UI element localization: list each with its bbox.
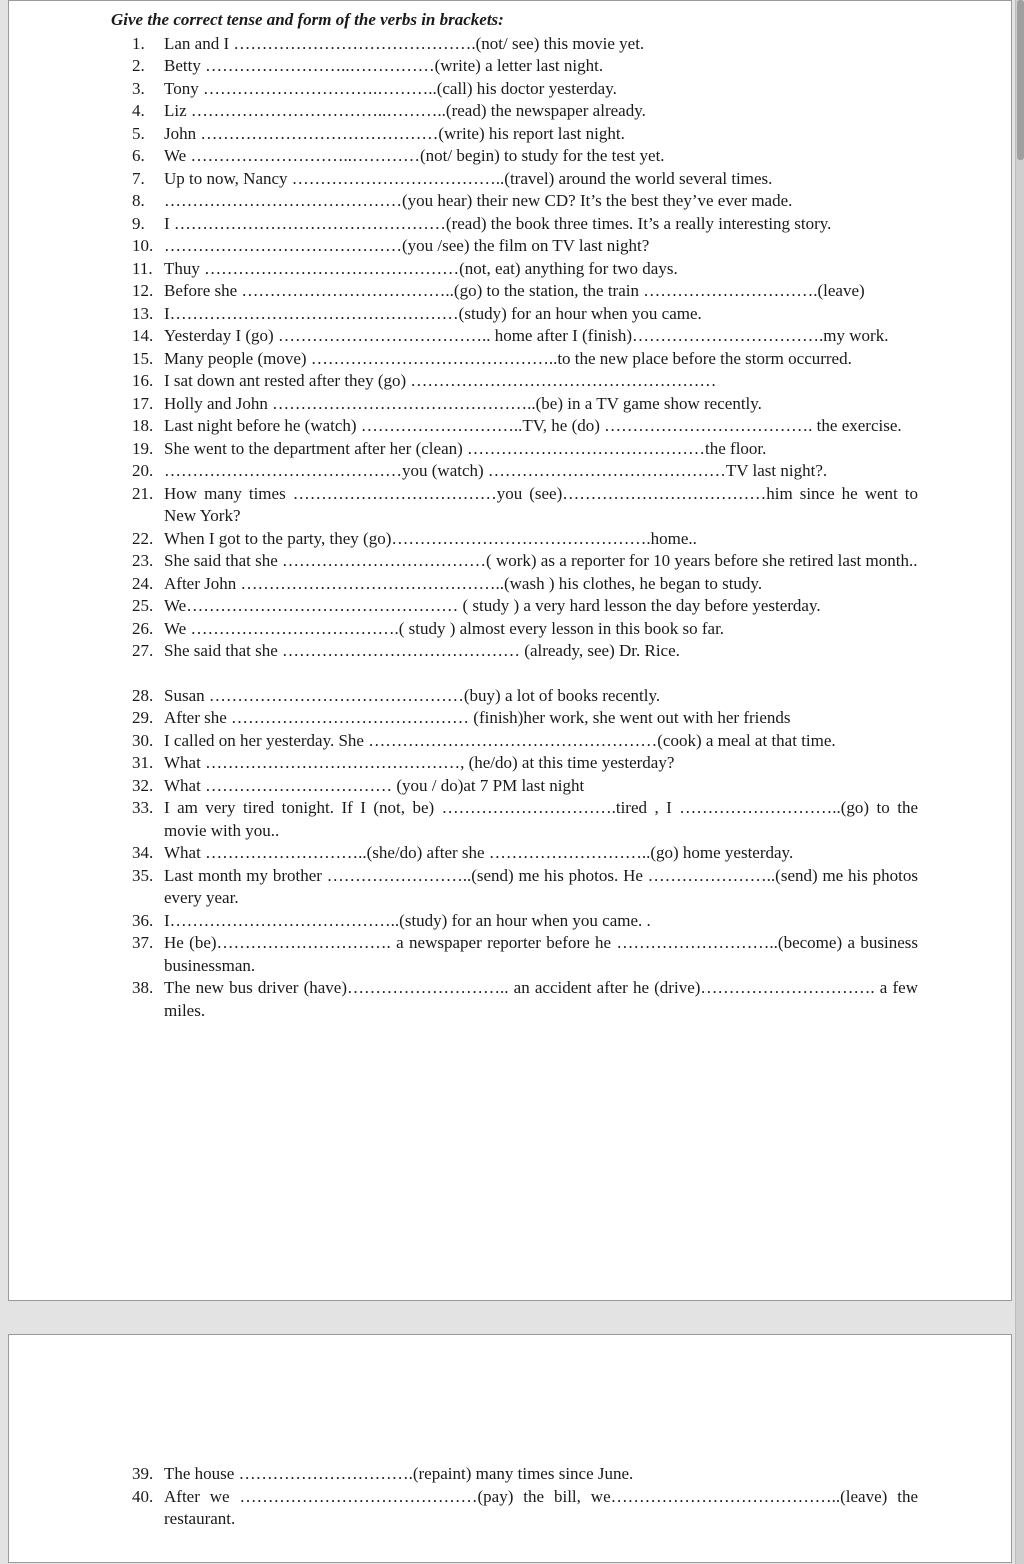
document-page-1 [8, 0, 1012, 1301]
exercise-item-12 [132, 280, 918, 303]
exercise-item-14 [132, 325, 918, 348]
item-text: I called on her yesterday. She ……………………………………………(cook) a meal at that time. [164, 730, 836, 750]
item-number: 28. [132, 685, 154, 705]
exercise-item-40 [132, 1486, 918, 1531]
exercise-item-25 [132, 595, 918, 618]
item-number: 14. [132, 326, 154, 345]
item-text: Last month my brother ……………………..(send) me his photos. He …………………..(send) me his photos every year. [164, 865, 918, 907]
exercise-item-3 [132, 78, 918, 101]
item-text: After John ………………………………………..(wash ) his clothes, he began to study. [164, 573, 763, 593]
item-text: Holly and John ………………………………………..(be) in a TV game show recently. [164, 393, 762, 413]
item-number: 10. [132, 236, 154, 255]
item-number: 24. [132, 573, 154, 593]
item-number: 38. [132, 978, 154, 997]
item-number: 7. [132, 168, 145, 188]
item-text: ……………………………………you (watch) ……………………………………TV last night?. [164, 461, 828, 480]
item-number: 16. [132, 371, 154, 390]
item-number: 6. [132, 146, 145, 165]
item-number: 17. [132, 393, 154, 413]
exercise-list-page-1 [132, 33, 918, 1023]
exercise-item-28 [132, 685, 918, 708]
item-number: 39. [132, 1464, 154, 1483]
exercise-item-4 [132, 100, 918, 123]
item-text: I……………………………………………(study) for an hour when you came. [164, 303, 702, 323]
item-number: 26. [132, 618, 154, 638]
item-number: 22. [132, 528, 154, 548]
item-number: 31. [132, 753, 154, 772]
exercise-item-26 [132, 618, 918, 641]
item-text: Before she ………………………………..(go) to the station, the train ………………………….(leave) [164, 281, 865, 300]
item-number: 21. [132, 483, 154, 503]
exercise-item-10 [132, 235, 918, 258]
exercise-item-33 [132, 797, 918, 842]
item-text: I am very tired tonight. If I (not, be) ………………………….tired , I ………………………..(go) to the movie with you.. [164, 798, 918, 840]
item-text: She said that she ………………………………( work) as a reporter for 10 years before she retired last month.. [164, 551, 918, 570]
item-text: She went to the department after her (clean) ……………………………………the floor. [164, 438, 767, 458]
item-number: 12. [132, 281, 154, 300]
exercise-item-36 [132, 910, 918, 933]
item-number: 25. [132, 596, 154, 615]
item-number: 23. [132, 551, 154, 570]
item-text: After we ……………………………………(pay) the bill, we…………………………………..(leave) the restaurant. [164, 1486, 918, 1528]
item-text: What ………………………………………, (he/do) at this time yesterday? [164, 753, 675, 772]
item-number: 1. [132, 33, 145, 53]
item-number: 35. [132, 865, 154, 885]
item-number: 27. [132, 641, 154, 660]
exercise-item-18 [132, 415, 918, 438]
exercise-item-6 [132, 145, 918, 168]
item-number: 8. [132, 191, 145, 210]
scrollbar-thumb[interactable] [1017, 0, 1024, 160]
item-text: He (be)…………………………. a newspaper reporter before he ………………………..(become) a business businessman. [164, 933, 918, 975]
item-text: We ……………………………….( study ) almost every lesson in this book so far. [164, 618, 725, 638]
item-text: I sat down ant rested after they (go) ……………………………………………… [164, 371, 717, 390]
exercise-item-5 [132, 123, 918, 146]
item-number: 29. [132, 708, 154, 727]
item-number: 36. [132, 910, 154, 930]
item-number: 3. [132, 78, 145, 98]
exercise-item-34 [132, 842, 918, 865]
item-number: 40. [132, 1486, 154, 1506]
exercise-item-24 [132, 573, 918, 596]
item-text: When I got to the party, they (go)……………………………………….home.. [164, 528, 697, 548]
item-text: We………………………………………… ( study ) a very hard lesson the day before yesterday. [164, 596, 821, 615]
exercise-item-39 [132, 1463, 918, 1486]
exercise-item-27 [132, 640, 918, 663]
item-text: After she …………………………………… (finish)her work, she went out with her friends [164, 708, 791, 727]
item-text: I …………………………………………(read) the book three times. It’s a really interesting story. [164, 213, 832, 233]
item-text: Betty ……………………..……………(write) a letter last night. [164, 56, 604, 75]
item-text: The house ………………………….(repaint) many times since June. [164, 1464, 634, 1483]
item-number: 15. [132, 348, 154, 368]
scrollbar[interactable] [1015, 0, 1024, 1564]
exercise-item-15 [132, 348, 918, 371]
item-text: What …………………………… (you / do)at 7 PM last night [164, 775, 585, 795]
exercise-item-29 [132, 707, 918, 730]
item-text: Susan ………………………………………(buy) a lot of books recently. [164, 685, 661, 705]
item-number: 34. [132, 843, 154, 862]
item-number: 9. [132, 213, 145, 233]
exercise-item-16 [132, 370, 918, 393]
item-text: Yesterday I (go) ……………………………….. home after I (finish)…………………………….my work. [164, 326, 889, 345]
item-number: 18. [132, 416, 154, 435]
item-text: I…………………………………..(study) for an hour when you came. . [164, 910, 651, 930]
exercise-item-22 [132, 528, 918, 551]
item-text: We ………………………..…………(not/ begin) to study for the test yet. [164, 146, 665, 165]
exercise-item-19 [132, 438, 918, 461]
item-text: Thuy ………………………………………(not, eat) anything for two days. [164, 258, 678, 278]
exercise-item-1 [132, 33, 918, 56]
item-text: How many times ………………………………you (see)………………………………him since he went to New York? [164, 483, 918, 525]
item-text: ……………………………………(you hear) their new CD? It’s the best they’ve ever made. [164, 191, 793, 210]
item-number: 20. [132, 461, 154, 480]
exercise-item-11 [132, 258, 918, 281]
item-text: The new bus driver (have)……………………….. an accident after he (drive)…………………………. a few miles. [164, 978, 918, 1020]
exercise-item-31 [132, 752, 918, 775]
item-text: She said that she …………………………………… (already, see) Dr. Rice. [164, 641, 680, 660]
item-text: ……………………………………(you /see) the film on TV last night? [164, 236, 650, 255]
item-number: 30. [132, 730, 154, 750]
item-text: Lan and I …………………………………….(not/ see) this movie yet. [164, 33, 645, 53]
item-text: Many people (move) ……………………………………..to the new place before the storm occurred. [164, 348, 852, 368]
exercise-item-8 [132, 190, 918, 213]
exercise-item-21 [132, 483, 918, 528]
exercise-item-32 [132, 775, 918, 798]
item-number: 11. [132, 258, 153, 278]
item-number: 33. [132, 798, 154, 817]
item-text: John ……………………………………(write) his report last night. [164, 123, 625, 143]
item-text: What ………………………..(she/do) after she ………………………..(go) home yesterday. [164, 843, 794, 862]
exercise-item-30 [132, 730, 918, 753]
exercise-item-13 [132, 303, 918, 326]
exercise-item-38 [132, 977, 918, 1022]
item-text: Tony ………………………….………..(call) his doctor yesterday. [164, 78, 617, 98]
item-number: 4. [132, 101, 145, 120]
exercise-title: Give the correct tense and form of the verbs in brackets: [111, 10, 504, 29]
item-number: 5. [132, 123, 145, 143]
item-text: Liz ……………………………..………..(read) the newspaper already. [164, 101, 646, 120]
item-number: 32. [132, 775, 154, 795]
exercise-item-37 [132, 932, 918, 977]
exercise-item-9 [132, 213, 918, 236]
exercise-item-17 [132, 393, 918, 416]
item-text: Last night before he (watch) ………………………..TV, he (do) ………………………………. the exercise. [164, 416, 902, 435]
exercise-item-7 [132, 168, 918, 191]
document-page-2 [8, 1334, 1012, 1563]
exercise-item-20 [132, 460, 918, 483]
exercise-item-23 [132, 550, 918, 573]
item-number: 13. [132, 303, 154, 323]
item-number: 19. [132, 438, 154, 458]
item-text: Up to now, Nancy ………………………………..(travel) around the world several times. [164, 168, 773, 188]
exercise-item-35 [132, 865, 918, 910]
exercise-item-2 [132, 55, 918, 78]
exercise-list-page-2 [132, 1335, 918, 1531]
item-number: 2. [132, 56, 145, 75]
item-number: 37. [132, 933, 154, 952]
